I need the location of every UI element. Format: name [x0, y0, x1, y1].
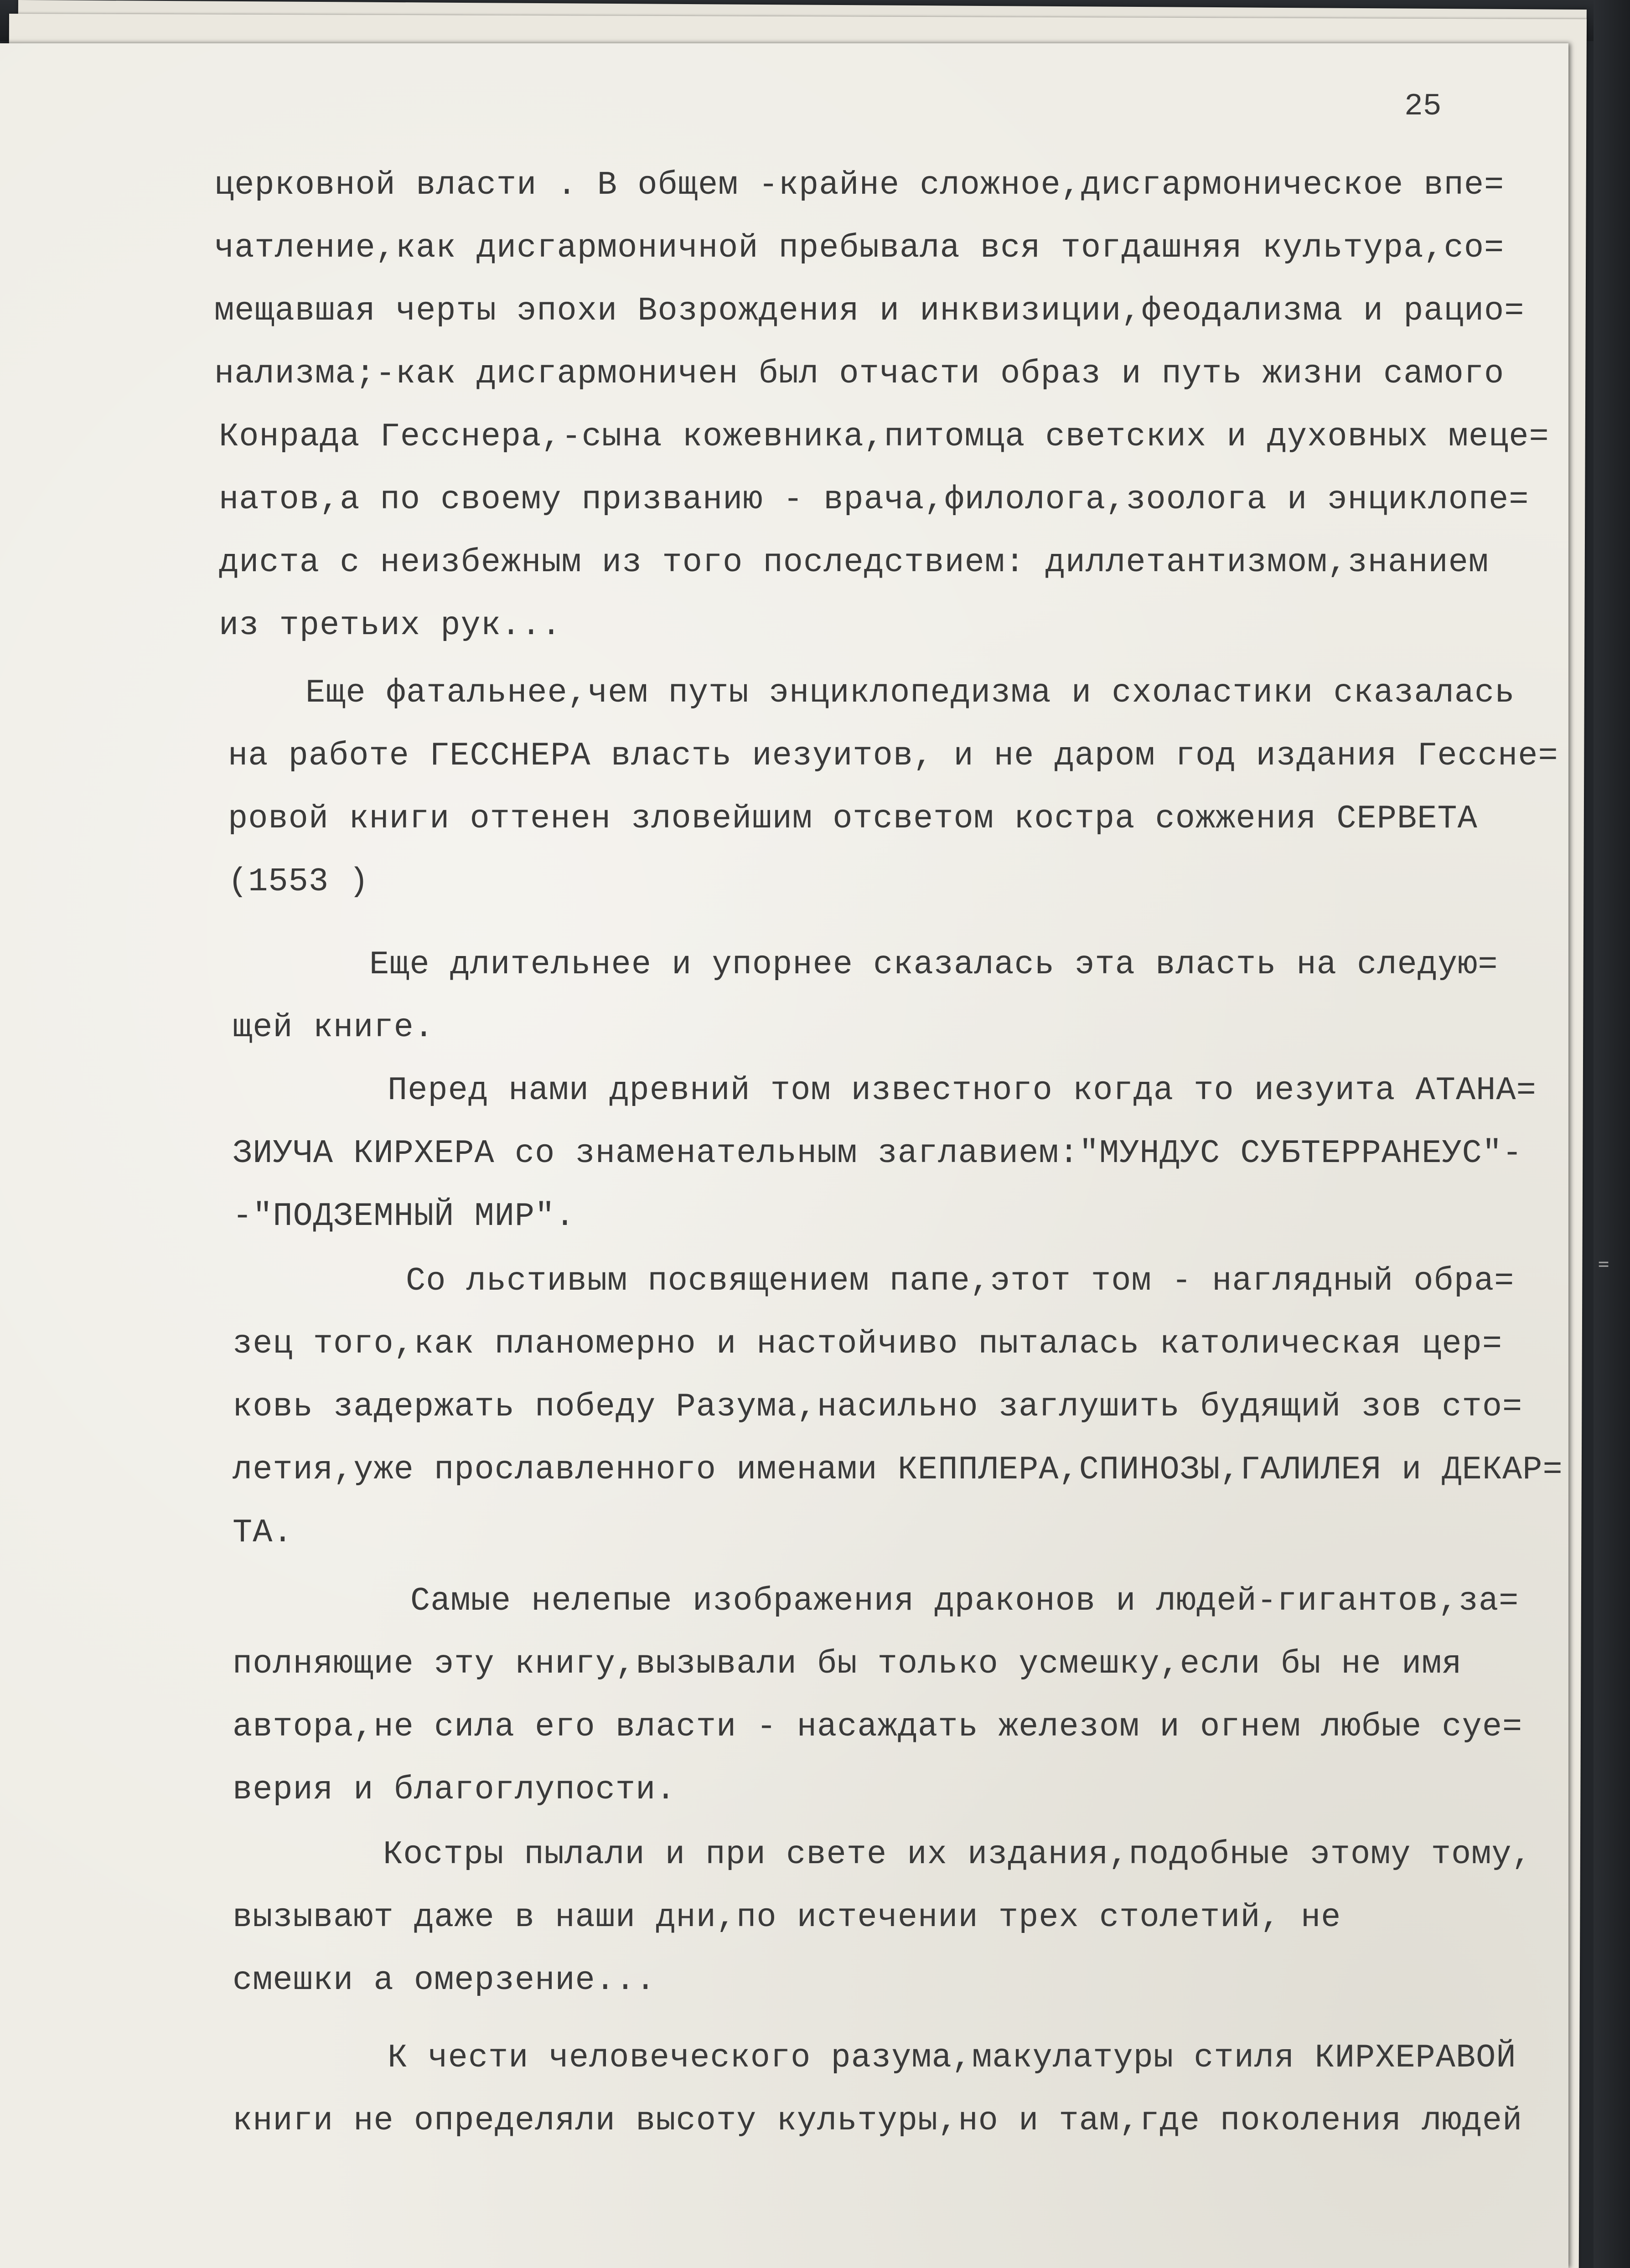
dark-background-right: [1594, 0, 1630, 2268]
margin-mark: =: [1598, 1254, 1609, 1275]
text-line: Конрада Гесснера,-сына кожевника,питомца светских и духовных меце=: [219, 418, 1549, 455]
text-line: Со льстивым посвящением папе,этот том - наглядный обра=: [406, 1262, 1515, 1300]
text-line: полняющие эту книгу,вызывали бы только усмешку,если бы не имя: [233, 1645, 1462, 1683]
text-line: смешки а омерзение...: [233, 1962, 656, 1999]
text-line: ТА.: [233, 1514, 293, 1551]
text-line: верия и благоглупости.: [233, 1771, 676, 1808]
text-line: Еще длительнее и упорнее сказалась эта власть на следую=: [369, 946, 1498, 983]
text-line: чатление,как дисгармоничной пребывала вся тогдашняя культура,со=: [214, 229, 1505, 267]
text-line: церковной власти . В общем -крайне сложное,дисгармоническое впе=: [214, 166, 1505, 204]
text-line: (1553 ): [228, 863, 369, 900]
text-line: вызывают даже в наши дни,по истечении трех столетий, не: [233, 1899, 1341, 1936]
text-line: нализма;-как дисгармоничен был отчасти образ и путь жизни самого: [214, 355, 1505, 393]
text-line: автора,не сила его власти - насаждать железом и огнем любые суе=: [233, 1708, 1523, 1746]
text-line: книги не определяли высоту культуры,но и там,где поколения людей: [233, 2102, 1523, 2139]
text-line: натов,а по своему призванию - врача,филолога,зоолога и энциклопе=: [219, 481, 1529, 518]
text-line: Еще фатальнее,чем путы энциклопедизма и схоластики сказалась: [305, 674, 1515, 712]
text-line: ковь задержать победу Разума,насильно заглушить будящий зов сто=: [233, 1388, 1523, 1426]
text-line: щей книге.: [233, 1009, 435, 1046]
text-line: ЗИУЧА КИРХЕРА со знаменательным заглавием:"МУНДУС СУБТЕРРАНЕУС"-: [233, 1135, 1523, 1172]
text-line: диста с неизбежным из того последствием: диллетантизмом,знанием: [219, 544, 1489, 581]
text-line: из третьих рук...: [219, 607, 562, 644]
text-line: Перед нами древний том известного когда то иезуита АТАНА=: [388, 1072, 1537, 1109]
text-line: Костры пылали и при свете их издания,подобные этому тому,: [383, 1836, 1532, 1873]
text-line: зец того,как планомерно и настойчиво пыталась католическая цер=: [233, 1325, 1503, 1363]
text-line: ровой книги оттенен зловейшим отсветом костра сожжения СЕРВЕТА: [228, 800, 1478, 837]
text-line: -"ПОДЗЕМНЫЙ МИР".: [233, 1198, 575, 1235]
text-line: мещавшая черты эпохи Возрождения и инквизиции,феодализма и рацио=: [214, 292, 1525, 330]
text-line: на работе ГЕССНЕРА власть иезуитов, и не даром год издания Гессне=: [228, 737, 1558, 775]
typed-page: [0, 43, 1568, 2268]
text-line: К чести человеческого разума,макулатуры стиля КИРХЕРАВОЙ: [388, 2039, 1516, 2077]
text-line: летия,уже прославленного именами КЕППЛЕРА,СПИНОЗЫ,ГАЛИЛЕЯ и ДЕКАР=: [233, 1451, 1563, 1488]
text-line: Самые нелепые изображения драконов и людей-гигантов,за=: [410, 1582, 1519, 1620]
typed-text-body: [0, 43, 1568, 2268]
page-number: 25: [1404, 89, 1442, 124]
